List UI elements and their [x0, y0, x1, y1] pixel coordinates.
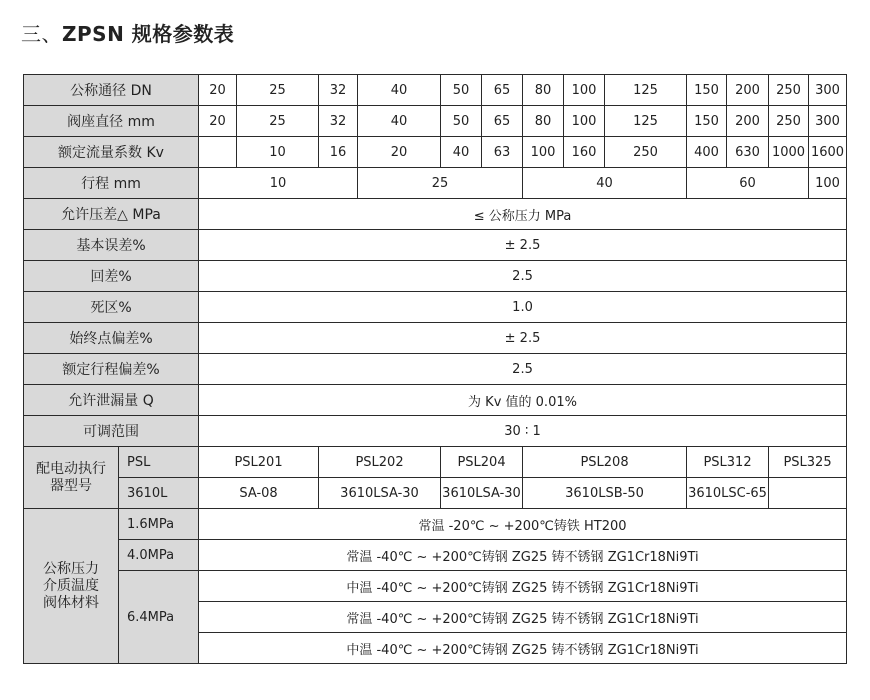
row-p40 [24, 540, 847, 571]
row-hysteresis [24, 261, 847, 292]
dn-cell: 200 [727, 75, 769, 106]
kv-cell: 10 [237, 137, 319, 168]
dn-cell: 50 [441, 75, 482, 106]
endpoint-value: ± 2.5 [199, 323, 847, 354]
p40b-value: 中温 -40℃ ~ +200℃铸钢 ZG25 铸不锈钢 ZG1Cr18Ni9Ti [199, 571, 847, 602]
dn-cell: 32 [319, 75, 358, 106]
stroke-cell: 100 [809, 168, 847, 199]
row-kv [24, 137, 847, 168]
psl-cell: PSL325 [769, 447, 847, 478]
dn-cell: 300 [809, 75, 847, 106]
row-3610l [24, 478, 847, 509]
seat-cell: 25 [237, 106, 319, 137]
header-dp: 允许压差△ MPa [24, 199, 199, 230]
actuator-label: 配电动执行器型号 [36, 460, 106, 494]
deadband-value: 1.0 [199, 292, 847, 323]
header-psl: PSL [119, 447, 199, 478]
dn-cell: 250 [769, 75, 809, 106]
header-3610l: 3610L [119, 478, 199, 509]
row-leakage [24, 385, 847, 416]
psl-cell: PSL312 [687, 447, 769, 478]
dn-cell: 150 [687, 75, 727, 106]
seat-cell: 32 [319, 106, 358, 137]
row-stroke [24, 168, 847, 199]
title-name: ZPSN 规格参数表 [62, 22, 235, 46]
kv-cell: 1600 [809, 137, 847, 168]
range-value: 30 ∶ 1 [199, 416, 847, 447]
header-p16: 1.6MPa [119, 509, 199, 540]
stroke-cell: 10 [199, 168, 358, 199]
header-pressure-group [24, 509, 119, 664]
seat-cell: 300 [809, 106, 847, 137]
header-dn: 公称通径 DN [24, 75, 199, 106]
row-p40b [24, 571, 847, 602]
dn-cell: 100 [564, 75, 605, 106]
kv-cell: 1000 [769, 137, 809, 168]
kv-cell: 630 [727, 137, 769, 168]
kv-cell: 40 [441, 137, 482, 168]
p40-value: 常温 -40℃ ~ +200℃铸钢 ZG25 铸不锈钢 ZG1Cr18Ni9Ti [199, 540, 847, 571]
header-p64: 6.4MPa [119, 571, 199, 664]
header-hysteresis: 回差% [24, 261, 199, 292]
header-actuator [24, 447, 119, 509]
header-seat: 阀座直径 mm [24, 106, 199, 137]
header-leakage: 允许泄漏量 Q [24, 385, 199, 416]
kv-cell: 400 [687, 137, 727, 168]
row-rated-stroke [24, 354, 847, 385]
kv-cell: 16 [319, 137, 358, 168]
header-p40: 4.0MPa [119, 540, 199, 571]
header-endpoint: 始终点偏差% [24, 323, 199, 354]
dn-cell: 65 [482, 75, 523, 106]
row-range [24, 416, 847, 447]
seat-cell: 80 [523, 106, 564, 137]
seat-cell: 40 [358, 106, 441, 137]
kv-cell: 100 [523, 137, 564, 168]
l3610-cell: 3610LSB-50 [523, 478, 687, 509]
kv-cell: 250 [605, 137, 687, 168]
kv-cell: 63 [482, 137, 523, 168]
l3610-cell: 3610LSA-30 [441, 478, 523, 509]
dn-cell: 40 [358, 75, 441, 106]
pressure-group-label: 公称压力介质温度阀体材料 [43, 560, 99, 611]
p16-value: 常温 -20℃ ~ +200℃铸铁 HT200 [199, 509, 847, 540]
seat-cell: 50 [441, 106, 482, 137]
psl-cell: PSL201 [199, 447, 319, 478]
spec-table [23, 74, 847, 664]
dp-value: ≤ 公称压力 MPa [199, 199, 847, 230]
dn-cell: 20 [199, 75, 237, 106]
seat-cell: 150 [687, 106, 727, 137]
stroke-cell: 60 [687, 168, 809, 199]
row-dp [24, 199, 847, 230]
l3610-cell: 3610LSC-65 [687, 478, 769, 509]
seat-cell: 125 [605, 106, 687, 137]
seat-cell: 100 [564, 106, 605, 137]
row-basic-error [24, 230, 847, 261]
basic-error-value: ± 2.5 [199, 230, 847, 261]
stroke-cell: 40 [523, 168, 687, 199]
header-kv: 额定流量系数 Kv [24, 137, 199, 168]
dn-cell: 80 [523, 75, 564, 106]
p64b-value: 中温 -40℃ ~ +200℃铸钢 ZG25 铸不锈钢 ZG1Cr18Ni9Ti [199, 633, 847, 664]
page-title [21, 18, 234, 47]
psl-cell: PSL204 [441, 447, 523, 478]
leakage-value: 为 Kv 值的 0.01% [199, 385, 847, 416]
row-deadband [24, 292, 847, 323]
psl-cell: PSL202 [319, 447, 441, 478]
psl-cell: PSL208 [523, 447, 687, 478]
row-psl [24, 447, 847, 478]
header-range: 可调范围 [24, 416, 199, 447]
hysteresis-value: 2.5 [199, 261, 847, 292]
l3610-cell: SA-08 [199, 478, 319, 509]
row-seat [24, 106, 847, 137]
seat-cell: 200 [727, 106, 769, 137]
header-deadband: 死区% [24, 292, 199, 323]
header-rated-stroke: 额定行程偏差% [24, 354, 199, 385]
seat-cell: 250 [769, 106, 809, 137]
stroke-cell: 25 [358, 168, 523, 199]
rated-stroke-value: 2.5 [199, 354, 847, 385]
row-p16 [24, 509, 847, 540]
header-stroke: 行程 mm [24, 168, 199, 199]
dn-cell: 125 [605, 75, 687, 106]
p64a-value: 常温 -40℃ ~ +200℃铸钢 ZG25 铸不锈钢 ZG1Cr18Ni9Ti [199, 602, 847, 633]
l3610-cell: 3610LSA-30 [319, 478, 441, 509]
row-endpoint [24, 323, 847, 354]
dn-cell: 25 [237, 75, 319, 106]
seat-cell: 65 [482, 106, 523, 137]
l3610-cell [769, 478, 847, 509]
header-basic-error: 基本误差% [24, 230, 199, 261]
title-prefix: 三、 [21, 22, 62, 46]
kv-cell: 160 [564, 137, 605, 168]
kv-cell [199, 137, 237, 168]
row-dn [24, 75, 847, 106]
seat-cell: 20 [199, 106, 237, 137]
kv-cell: 20 [358, 137, 441, 168]
